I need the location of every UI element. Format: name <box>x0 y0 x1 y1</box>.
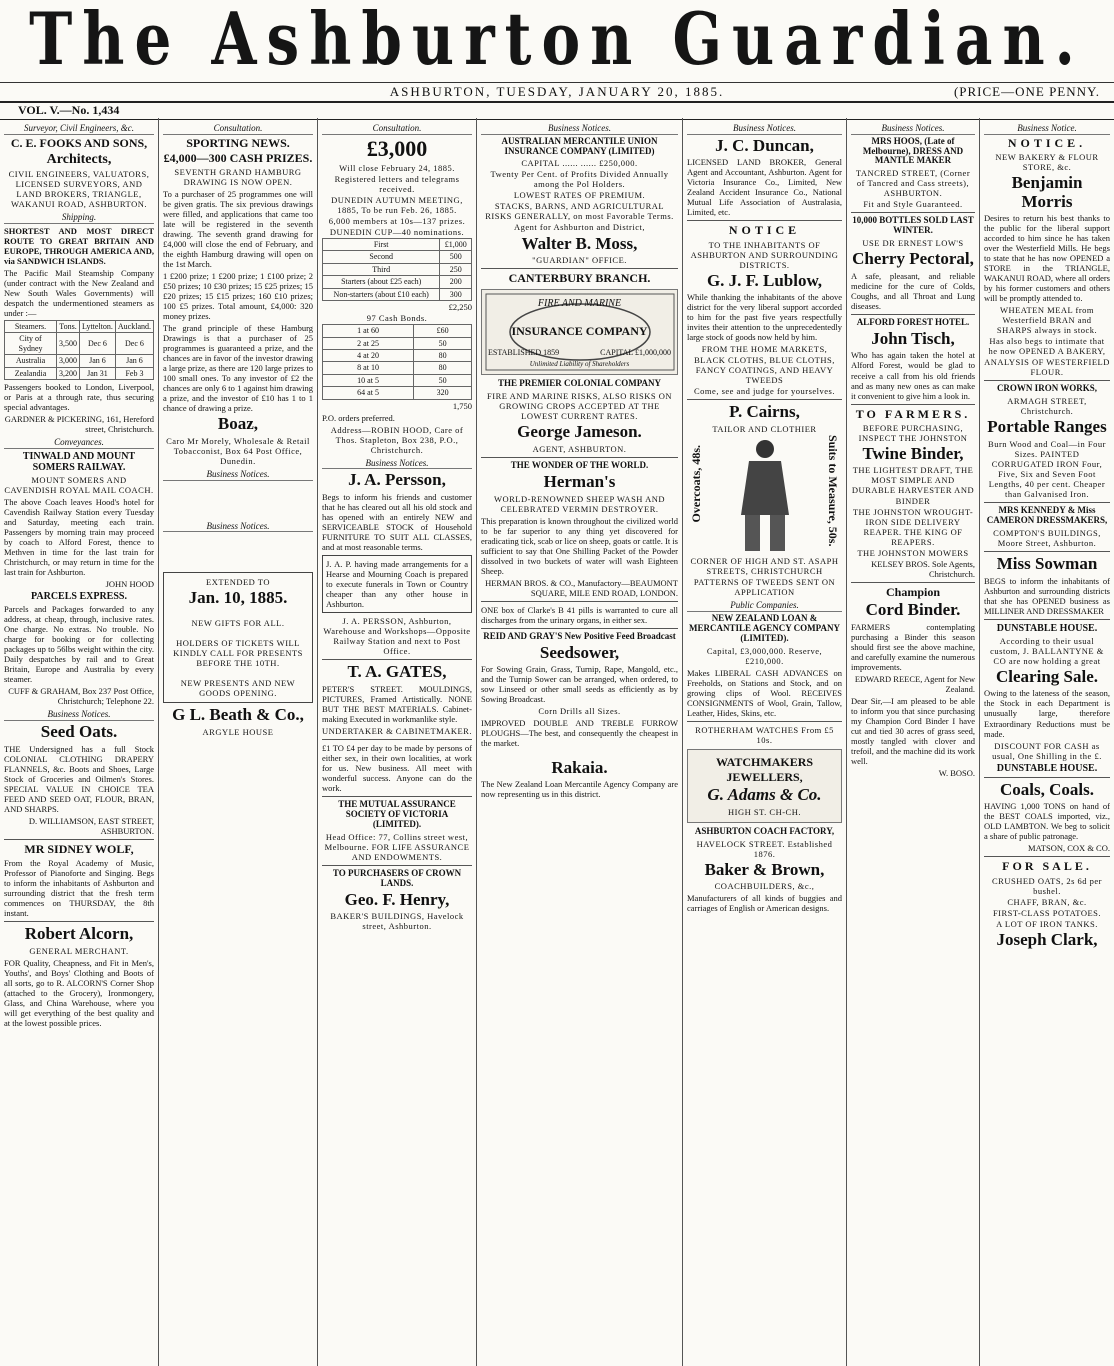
champion-heading: Champion <box>885 584 941 599</box>
cup-table <box>322 238 472 301</box>
dateline <box>0 82 1114 101</box>
wonder-heading: THE WONDER OF THE WORLD. <box>510 460 649 471</box>
farmers-heading: TO FARMERS. <box>855 406 971 421</box>
table-cell: 8 at 10 <box>323 362 414 374</box>
duncan-heading: J. C. Duncan, <box>715 135 814 155</box>
kennedy-heading: MRS KENNEDY & Miss CAMERON DRESSMAKERS, <box>986 505 1108 526</box>
prize-heading: £4,000—300 CASH PRIZES. <box>163 150 313 165</box>
gates-heading: T. A. GATES, <box>347 662 447 682</box>
nzloan-heading: NEW ZEALAND LOAN & MERCANTILE AGENCY COMPANY (LIMITED). <box>688 612 840 643</box>
section-heading: Business Notice. <box>984 123 1110 135</box>
table-cell: Jan 6 <box>80 355 116 367</box>
sowman-body: BEGS to inform the inhabitants of Ashburton and surrounding districts that she has OPENED business as MILLINER AND DRESSMAKER <box>984 575 1110 616</box>
table-cell: 10 at 5 <box>323 374 414 386</box>
sporting-body-2: The grand principle of these Hamburg Drawings is that a purchaser of 25 programmes is guaranteed a prize, and the chances are in favor of the investor drawing a large prize, as there are 120 large prizes to 100 small ones. To any investor of £2 the chances are only 6 to 1 against him drawing a prize, and the investor of £10 has 1 to 1 chance of drawing a prize. <box>163 323 313 414</box>
table-cell: 250 <box>440 263 472 275</box>
analysis-heading: ANALYSIS OF WESTERFIELD FLOUR. <box>984 357 1110 378</box>
address-note: Address—ROBIN HOOD, Care of Thos. Stapleton, Box 238, P.O., Christchurch. <box>330 424 464 455</box>
firm-name: C. E. FOOKS AND SONS, <box>10 135 148 150</box>
divider <box>851 314 975 315</box>
table-row <box>323 263 472 275</box>
oats-note: CRUSHED OATS, 2s 6d per bushel. <box>992 875 1102 896</box>
plough-notice: IMPROVED DOUBLE AND TREBLE FURROW PLOUGHS—The best, and consequently the cheapest in the market. <box>481 718 678 749</box>
fit-note: Fit and Style Guaranteed. <box>863 199 963 210</box>
bottles-heading: 10,000 BOTTLES SOLD LAST WINTER. <box>852 215 974 236</box>
table-row <box>323 350 472 362</box>
table-header: Tons. <box>57 321 80 333</box>
column-1 <box>0 118 159 1366</box>
alcorn-heading: Robert Alcorn, <box>24 923 134 943</box>
divider <box>984 619 1110 620</box>
chaff-note: CHAFF, BRAN, &c. <box>1007 896 1087 907</box>
extended-notice <box>163 572 313 703</box>
divider <box>481 601 678 602</box>
divider <box>984 856 1110 857</box>
boaz-body: Caro Mr Morely, Wholesale & Retail Tobacconist, Box 64 Post Office, Dunedin. <box>166 436 310 467</box>
sowman-heading: Miss Sowman <box>996 553 1098 573</box>
divider <box>984 777 1110 778</box>
table-cell: 200 <box>440 276 472 288</box>
coals-body: HAVING 1,000 TONS on hand of the BEST COALS imported, viz., OLD LAMBTON. We beg to solicit a share of public patronage. <box>984 801 1110 842</box>
insurance-company-emblem <box>481 289 678 375</box>
morris-heading: Benjamin Morris <box>1011 172 1083 211</box>
table-cell: Jan 6 <box>115 355 153 367</box>
wolf-heading: MR SIDNEY WOLF, <box>24 841 134 856</box>
lublow-body: While thanking the inhabitants of the above district for the very liberal support accorded to him for the past five years respectfully invites their attention to the unprecedentedly large stock of goods now held by him. <box>687 292 842 343</box>
seedsower-heading: Seedsower, <box>539 642 620 662</box>
section-heading: Consultation. <box>322 123 472 135</box>
column-7 <box>980 118 1114 1366</box>
table-row <box>323 288 472 300</box>
volume-number: VOL. V.—No. 1,434 <box>18 103 120 117</box>
table-cell: 64 at 5 <box>323 387 414 399</box>
extended-date: Jan. 10, 1885. <box>188 588 288 608</box>
brown-label: USE DR ERNEST LOW'S <box>862 238 964 249</box>
parcels-sig: CUFF & GRAHAM, Box 237 Post Office, Christchurch; Telephone 22. <box>8 686 154 707</box>
mutual-body: Head Office: 77, Collins street west, Melbourne. FOR LIFE ASSURANCE AND ENDOWMENTS. <box>324 831 470 862</box>
price: (PRICE—ONE PENNY. <box>953 84 1100 99</box>
extended-label: EXTENDED TO <box>206 577 270 588</box>
close-date: Will close February 24, 1885. <box>339 162 455 173</box>
table-cell: Second <box>323 251 440 263</box>
beath-heading: G L. Beath & Co., <box>172 705 304 725</box>
sporting-body: To a purchaser of 25 programmes one will be given gratis. The six previous drawings were filled, and applications that came too late will be registered in the seventh drawing. The seventh grand drawing for £4,000 will close the end of February, and the eighth Hamburg drawing will open on the 1st March. <box>163 189 313 270</box>
agent-label: Agent for Ashburton and District, <box>514 222 645 233</box>
alcorn-sub: GENERAL MERCHANT. <box>29 945 129 956</box>
adams-name: G. Adams & Co. <box>707 785 822 805</box>
kennedy-sub: COMPTON'S BUILDINGS, Moore Street, Ashburton. <box>993 527 1101 548</box>
shipping-table <box>4 320 154 380</box>
morris-body: Desires to return his best thanks to the public for the liberal support accorded to him since he has taken over the Westerfield Mills. He begs to state that he has now OPENED a STORE in the TRIANGLE, WAKANUI ROAD, where all orders by his former customers and others will be promptly attended to. <box>984 213 1110 304</box>
divider <box>687 721 842 722</box>
new-presents: NEW PRESENTS AND NEW GOODS OPENING. <box>180 678 296 699</box>
divider <box>322 739 472 740</box>
section-heading: Business Notices. <box>322 458 472 470</box>
masthead <box>0 0 1114 82</box>
boso-sig: W. BOSO. <box>938 767 975 778</box>
amu-risks: STACKS, BARNS, AND AGRICULTURAL RISKS GENERALLY, on most Favorable Terms. <box>485 201 674 222</box>
goods-list: BLACK CLOTHS, BLUE CLOTHS, FANCY COATINGS, AND HEAVY TWEEDS <box>694 355 835 386</box>
before-note: BEFORE PURCHASING, INSPECT THE JOHNSTON <box>858 422 968 443</box>
pectoral-body: A safe, pleasant, and reliable medicine for the cure of Colds, Coughs, and all Throat and Lung diseases. <box>851 270 975 311</box>
newspaper-title: The Ashburton Guardian. <box>29 0 1085 82</box>
tisch-body: Who has again taken the hotel at Alford Forest, would be glad to receive a call from his old friends and as many new ones as can make it convenient to give him a look in. <box>851 350 975 401</box>
table-cell: 3,500 <box>57 333 80 355</box>
table-cell: £1,000 <box>440 238 472 250</box>
table-cell: 80 <box>414 362 472 374</box>
herman-sig: HERMAN BROS. & CO., Manufactory—BEAUMONT SQUARE, MILE END ROAD, LONDON. <box>485 577 678 598</box>
table-row <box>5 333 154 355</box>
undertaker-notice: J. A. P. having made arrangements for a Hearse and Mourning Coach is prepared to execute funerals in Town or Country cheaper than any other house in Ashburton. <box>322 555 472 613</box>
notice-body: TO THE INHABITANTS OF ASHBURTON AND SURROUNDING DISTRICTS. <box>690 239 839 270</box>
discount-note: DISCOUNT FOR CASH as usual, One Shilling in the £. <box>992 740 1102 761</box>
firm-body: CIVIL ENGINEERS, VALUATORS, LICENSED SURVEYORS, AND LAND BROKERS, TRIANGLE, WAKANUI ROAD, ASHBURTON. <box>8 169 150 210</box>
emblem-top-text: FIRE AND MARINE <box>537 298 622 310</box>
baker-heading: Baker & Brown, <box>704 859 825 879</box>
bakery-note: Has also begs to intimate that he now OPENED A BAKERY, <box>988 336 1106 357</box>
table-cell: Australia <box>5 355 57 367</box>
shipping-body: The Pacific Mail Steamship Company (under contract with the New Zealand and New South Wales Governments) will despatch the undermentioned steamers as under :— <box>4 267 154 318</box>
registered-note: Registered letters and telegrams received. <box>334 173 460 194</box>
table-cell: Third <box>323 263 440 275</box>
column-2 <box>159 118 318 1366</box>
divider <box>322 865 472 866</box>
jewellers-label: JEWELLERS, <box>726 769 803 784</box>
members-note: 6,000 members at 10s—137 prizes. <box>328 215 466 226</box>
table-cell: Jan 31 <box>80 367 116 379</box>
cord-body: FARMERS contemplating purchasing a Binder this season should first see the above machine, and carefully examine the numerous improvements. <box>851 621 975 672</box>
section-heading: Surveyor, Civil Engineers, &c. <box>4 123 154 135</box>
section-heading: Conveyances. <box>4 437 154 449</box>
shipping-note: Passengers booked to London, Liverpool, or Paris at a through rate, thus securing special advantages. <box>4 382 154 413</box>
ranges-heading: Portable Ranges <box>987 417 1107 437</box>
rakaia-body: The New Zealand Loan Mercantile Agency Company are now representing us in this district. <box>481 779 678 800</box>
table-cell: Starters (about £25 each) <box>323 276 440 288</box>
emblem-bottom-text: Unlimited Liability of Shareholders <box>529 360 630 369</box>
table-row <box>323 362 472 374</box>
home-markets: FROM THE HOME MARKETS, <box>701 344 828 355</box>
new-gifts: NEW GIFTS FOR ALL. <box>191 618 285 629</box>
column-3 <box>318 118 477 1366</box>
suits-label: Suits to Measure, 50s. <box>826 435 840 547</box>
clearing-body: Owing to the lateness of the season, the Stock in each Department is unusually large, therefore Extraordinary Reductions must be made. <box>984 688 1110 739</box>
boaz-heading: Boaz, <box>217 414 259 434</box>
jameson-heading: George Jameson. <box>517 422 642 442</box>
seed-oats-heading: Seed Oats. <box>40 721 118 741</box>
parcels-body: Parcels and Packages forwarded to any address, at cheap, through, inclusive rates. One charge. No extras. No trouble. No charge for booking or for collecting packages up to 56lbs weight within the city. Daily despatches by rail and to Great Britain, Europe and Australia by every steamer. <box>4 604 154 685</box>
cord-sig: EDWARD REECE, Agent for New Zealand. <box>854 673 975 694</box>
cup-heading: DUNEDIN CUP—40 nominations. <box>329 226 465 237</box>
beath-sub: ARGYLE HOUSE <box>202 726 274 737</box>
crown-sub: ARMAGH STREET, Christchurch. <box>1007 396 1087 417</box>
firm-title: Architects, <box>46 151 112 167</box>
table-row <box>5 355 154 367</box>
table-row <box>323 276 472 288</box>
divider <box>984 551 1110 552</box>
section-heading: Shipping. <box>4 212 154 224</box>
nzloan-body: Makes LIBERAL CASH ADVANCES on Freeholds, on Stations and Stock, and on growing clips of Wool. RECEIVES CONSIGNMENTS of Wool, Grain, Tallow, Leather, Hides, Skins, etc. <box>687 667 842 718</box>
dunstable-heading: DUNSTABLE HOUSE. <box>996 622 1098 634</box>
sale-heading: FOR SALE. <box>1002 859 1092 874</box>
notice-heading: NOTICE <box>728 223 801 238</box>
tailor-figure-svg <box>687 435 843 555</box>
twine-body: THE LIGHTEST DRAFT, THE MOST SIMPLE AND DURABLE HARVESTER AND BINDER <box>851 465 975 506</box>
testimonial-letter: Dear Sir,—I am pleased to be able to inform you that since purchasing my Champion Cord Binder I have cut and tied 30 acres of grass seed, mostly tangled with clover and trefoil, and the machine did its work well. <box>851 695 975 766</box>
table-cell: £60 <box>414 325 472 337</box>
table-cell: Dec 6 <box>115 333 153 355</box>
holders-notice: HOLDERS OF TICKETS WILL KINDLY CALL FOR PRESENTS BEFORE THE 10TH. <box>173 638 303 669</box>
meeting-heading: DUNEDIN AUTUMN MEETING, 1885, To be run Feb. 26, 1885. <box>331 194 463 215</box>
section-heading: Business Notices. <box>163 521 313 533</box>
watchmakers-label: WATCHMAKERS <box>715 754 814 769</box>
duncan-body: LICENSED LAND BROKER, General Agent and Accountant, Ashburton. Agent for Victoria Insurance Co., Limited, New Zealand Accident Insurance Co., National Mutual Life Association of Australasia, Limited, etc. <box>687 157 842 218</box>
table-row <box>323 325 472 337</box>
table-cell: Zealandia <box>5 367 57 379</box>
table-cell: 300 <box>440 288 472 300</box>
seed-oats-body: THE Undersigned has a full Stock COLONIAL CLOTHING DRAPERY FLANNELS, &c. Boots and Shoes, Large Stock of Groceries and Oilmen's Stores. SPECIAL VALUE IN CHOICE TEA FEED AND SEED OAT, FLOUR, BRAN, AND SHARPS. <box>4 743 154 814</box>
columns <box>0 118 1114 1366</box>
amu-lowest: LOWEST RATES OF PREMIUM. <box>513 190 646 201</box>
section-heading: Business Notices. <box>4 709 154 721</box>
cairns-heading: P. Cairns, <box>729 402 800 422</box>
section-heading: Business Notices. <box>163 469 313 481</box>
table-row <box>5 367 154 379</box>
henry-sub: BAKER'S BUILDINGS, Havelock street, Ashburton. <box>330 911 464 932</box>
alford-heading: ALFORD FOREST HOTEL. <box>856 316 970 327</box>
issue-date: ASHBURTON, TUESDAY, JANUARY 20, 1885. <box>389 84 725 99</box>
mutual-heading: THE MUTUAL ASSURANCE SOCIETY OF VICTORIA (LIMITED). <box>338 799 456 829</box>
divider <box>322 796 472 797</box>
divider <box>851 404 975 405</box>
drawing-heading: SEVENTH GRAND HAMBURG DRAWING IS NOW OPEN. <box>174 166 302 187</box>
clark-heading: Joseph Clark, <box>996 929 1098 949</box>
amu-heading: AUSTRALIAN MERCANTILE UNION INSURANCE COMPANY (LIMITED) <box>501 135 658 156</box>
job-notice: £1 TO £4 per day to be made by persons of either sex, in their own localities, at work for us. New business. All meet with wonderful success. Anyone can do the work. <box>322 743 472 794</box>
shipping-headline: SHORTEST AND MOST DIRECT ROUTE TO GREAT BRITAIN AND EUROPE, THROUGH AMERICA AND, via SANDWICH ISLANDS. <box>4 225 154 266</box>
mowers-note: THE JOHNSTON MOWERS <box>857 547 969 558</box>
table-cell: City of Sydney <box>5 333 57 355</box>
column-5 <box>683 118 847 1366</box>
clarke-notice: ONE box of Clarke's B 41 pills is warranted to cure all discharges from the urinary organs, in either sex. <box>481 604 678 625</box>
column-4 <box>477 118 683 1366</box>
reaper-note: THE JOHNSTON WROUGHT-IRON SIDE DELIVERY REAPER. THE KING OF REAPERS. <box>852 506 974 547</box>
premier-heading: THE PREMIER COLONIAL COMPANY <box>497 378 662 389</box>
column-6 <box>847 118 980 1366</box>
table-cell: 320 <box>414 387 472 399</box>
wolf-body: From the Royal Academy of Music, Professor of Pianoforte and Singing. Begs to inform the inhabitants of Ashburton and surrounding district that the fresh term commences on THURSDAY, the 8th instant. <box>4 857 154 918</box>
branch-heading: CANTERBURY BRANCH. <box>508 271 651 286</box>
judge-note: Come, see and judge for yourselves. <box>694 386 835 397</box>
section-heading: Business Notices. <box>687 123 842 135</box>
table-row <box>323 387 472 399</box>
table-cell: 50 <box>414 337 472 349</box>
bonds-table <box>322 324 472 400</box>
table-cell: Dec 6 <box>80 333 116 355</box>
overcoats-label: Overcoats, 48s. <box>689 445 703 523</box>
watch-heading: ROTHERHAM WATCHES From £5 10s. <box>695 724 834 745</box>
prize-list: 1 £200 prize; 1 £200 prize; 1 £100 prize; 2 £50 prizes; 10 £30 prizes; 15 £25 prizes; 15 £20 prizes; 15 £15 prizes; 160 £10 prizes; 100 £5 prizes. Total amount, £4,000: 320 money prizes. <box>163 271 313 322</box>
amu-capital: CAPITAL ...... ...... £250,000. <box>521 158 638 169</box>
section-heading: Consultation. <box>163 123 313 135</box>
henry-heading: Geo. F. Henry, <box>344 889 450 909</box>
ranges-body: Burn Wood and Coal—in Four Sizes. PAINTED CORRUGATED IRON Four, Five, Six and Seven Foot Lengths, 40 per cent. Cheaper than Galvanised Iron. <box>988 439 1106 500</box>
baker-sub: COACHBUILDERS, &c., <box>714 881 815 892</box>
table-cell: 3,000 <box>57 355 80 367</box>
jameson-sub: AGENT, ASHBURTON. <box>532 444 627 455</box>
shipping-agent: GARDNER & PICKERING, 161, Hereford street, Christchurch. <box>4 414 154 435</box>
table-cell: First <box>323 238 440 250</box>
tinwald-body: The above Coach leaves Hood's hotel for Cavendish Railway Station every Tuesday and Saturday, meeting each train. Passengers by morning train may proceed by coach to Alford Forest, thence to Methven in time for the last train for Christchurch, or may return in time for the last train for Ashburton. <box>4 496 154 578</box>
coach-body: HAVELOCK STREET. Established 1876. <box>696 838 833 859</box>
lublow-heading: G. J. F. Lublow, <box>706 270 823 290</box>
persson-heading: J. A. Persson, <box>348 470 446 490</box>
gates-body: PETER'S STREET. MOULDINGS, PICTURES, Framed Artistically. NONE BUT THE BEST MATERIALS. Cabinet-making Executed in workmanlike style. <box>322 684 472 725</box>
table-cell: 500 <box>440 251 472 263</box>
table-header: Lyttelton. <box>80 321 116 333</box>
prize-amount: £3,000 <box>366 135 428 161</box>
table-row <box>323 374 472 386</box>
divider <box>851 212 975 213</box>
persson-sig: J. A. PERSSON, Ashburton, Warehouse and Workshops—Opposite Railway Station and next to Post Office. <box>323 616 471 657</box>
divider <box>4 839 154 840</box>
pectoral-heading: Cherry Pectoral, <box>852 249 974 269</box>
table-cell: 50 <box>414 374 472 386</box>
divider <box>984 380 1110 381</box>
cairns-sub: TAILOR AND CLOTHIER <box>712 424 817 435</box>
kelsey-sig: KELSEY BROS. Sole Agents, Christchurch. <box>871 558 975 579</box>
bonds-total: 1,750 <box>452 400 472 411</box>
table-cell: 1 at 60 <box>323 325 414 337</box>
corn-drills: Corn Drills all Sizes. <box>538 706 621 717</box>
divider <box>481 268 678 269</box>
table-cell: 3,200 <box>57 367 80 379</box>
dunstable-footer: DUNSTABLE HOUSE. <box>996 762 1098 774</box>
hoos-body: TANCRED STREET, (Corner of Tancred and Cass streets), ASHBURTON. <box>855 168 971 199</box>
alcorn-body: FOR Quality, Cheapness, and Fit in Men's, Youths', and Boys' Clothing and Boots of all sorts, go to R. ALCORN'S Corner Shop (attached to the Grocery), Ironmongery, Glass, and China Warehouse, where you will get everything of the best quality and at the lowest possible prices. <box>4 957 154 1028</box>
divider <box>687 220 842 221</box>
divider <box>481 457 678 458</box>
potatoes-note: FIRST-CLASS POTATOES. <box>992 907 1102 918</box>
table-cell: 80 <box>414 350 472 362</box>
reid-heading: REID AND GRAY'S New Positive Feed Broadcast <box>483 630 676 641</box>
emblem-mid-text: INSURANCE COMPANY <box>511 324 648 339</box>
flour-note: WHEATEN MEAL from Westerfield BRAN and SHARPS always in stock. <box>996 305 1098 336</box>
herman-body: This preparation is known throughout the civilized world to be far superior to any thing yet discovered for eradicating tick, scab or lice on sheep, goats or cattle. It is sufficient to say that One Shilling Packet of the Powder dissolved in two buckets of water will wash Eighteen Sheep. <box>481 515 678 576</box>
orders-note: P.O. orders preferred. <box>322 412 395 423</box>
notice-heading: NOTICE. <box>1007 135 1087 150</box>
emblem-right-text: CAPITAL £1,000,000 <box>600 348 671 358</box>
rakaia-heading: Rakaia. <box>551 757 608 777</box>
divider <box>851 582 975 583</box>
baker-body: Manufacturers of all kinds of buggies and carriages of English or American designs. <box>687 893 842 914</box>
coals-sig: MATSON, COX & CO. <box>1028 843 1110 854</box>
tailor-illustration <box>687 435 842 555</box>
twine-heading: Twine Binder, <box>862 443 964 463</box>
patterns-note: PATTERNS OF TWEEDS SENT ON APPLICATION <box>693 577 836 598</box>
section-heading: Public Companies. <box>687 600 842 612</box>
divider <box>687 399 842 400</box>
table-cell: 4 at 20 <box>323 350 414 362</box>
notice-sub: NEW BAKERY & FLOUR STORE, &c. <box>995 151 1099 172</box>
amu-profits: Twenty Per Cent. of Profits Divided Annually among the Pol Holders. <box>490 169 669 190</box>
premier-body: FIRE AND MARINE RISKS, ALSO RISKS ON GROWING CROPS ACCEPTED AT THE LOWEST CURRENT RATES. <box>487 391 672 422</box>
persson-body: Begs to inform his friends and customer that he has cleared out all his old stock and has opened with an entirely NEW and SERVICEABLE STOCK of Household FURNITURE TO SUIT ALL CLASSES, and at most reasonable terms. <box>322 492 472 553</box>
table-row <box>323 337 472 349</box>
corner-address: CORNER OF HIGH AND ST. ASAPH STREETS, CHRISTCHURCH <box>690 556 839 577</box>
table-cell: Feb 3 <box>115 367 153 379</box>
divider <box>322 659 472 660</box>
herman-heading: Herman's <box>543 471 616 491</box>
table-row <box>323 238 472 250</box>
table-header: Auckland. <box>115 321 153 333</box>
moss-sub: "GUARDIAN" OFFICE. <box>532 255 627 266</box>
tisch-heading: John Tisch, <box>871 328 955 348</box>
seedsower-body: For Sowing Grain, Grass, Turnip, Rape, Mangold, etc., and the Turnip Sower can be arranged, when ordered, to sow Linseed or other small seeds as efficiently as by Sowing Broadcast. <box>481 664 678 705</box>
table-header: Steamers. <box>5 321 57 333</box>
tinwald-sig: JOHN HOOD <box>105 579 154 590</box>
moss-heading: Walter B. Moss, <box>521 233 638 253</box>
purchasers-heading: TO PURCHASERS OF CROWN LANDS. <box>332 867 462 888</box>
adams-address: HIGH ST. CH-CH. <box>728 806 801 817</box>
table-cell: Non-starters (about £10 each) <box>323 288 440 300</box>
tinwald-sub: MOUNT SOMERS AND CAVENDISH ROYAL MAIL COACH. <box>4 474 154 495</box>
table-cell: 2 at 25 <box>323 337 414 349</box>
section-heading: Business Notices. <box>851 123 975 135</box>
dunstable-body: According to their usual custom, J. BALLANTYNE & CO are now holding a great <box>990 635 1104 666</box>
divider <box>984 502 1110 503</box>
hoos-heading: MRS HOOS, (Late of Melbourne), DRESS AND MANTLE MAKER <box>862 135 964 166</box>
coals-heading: Coals, Coals. <box>1000 779 1094 799</box>
herman-sub: WORLD-RENOWNED SHEEP WASH AND CELEBRATED VERMIN DESTROYER. <box>493 493 666 514</box>
section-heading: Business Notices. <box>481 123 678 135</box>
table-row <box>323 251 472 263</box>
seed-oats-sig: D. WILLIAMSON, EAST STREET, ASHBURTON. <box>28 815 154 836</box>
nzloan-capital: Capital, £3,000,000. Reserve, £210,000. <box>706 645 823 666</box>
cord-heading: Cord Binder. <box>865 599 961 619</box>
gates-sub: UNDERTAKER & CABINETMAKER. <box>322 726 472 737</box>
tinwald-heading: TINWALD AND MOUNT SOMERS RAILWAY. <box>22 450 136 473</box>
adams-advert <box>687 749 842 823</box>
divider <box>481 628 678 629</box>
divider <box>4 921 154 922</box>
coach-heading: ASHBURTON COACH FACTORY, <box>694 825 835 836</box>
clearing-heading: Clearing Sale. <box>996 666 1098 686</box>
emblem-left-text: ESTABLISHED 1859 <box>488 348 560 358</box>
parcels-heading: PARCELS EXPRESS. <box>31 591 127 603</box>
cup-total: £2,250 <box>448 302 472 313</box>
sporting-heading: SPORTING NEWS. <box>186 135 290 150</box>
bonds-heading: 97 Cash Bonds. <box>366 313 428 324</box>
tanks-note: A LOT OF IRON TANKS. <box>996 918 1098 929</box>
crown-heading: CROWN IRON WORKS, <box>996 383 1098 394</box>
